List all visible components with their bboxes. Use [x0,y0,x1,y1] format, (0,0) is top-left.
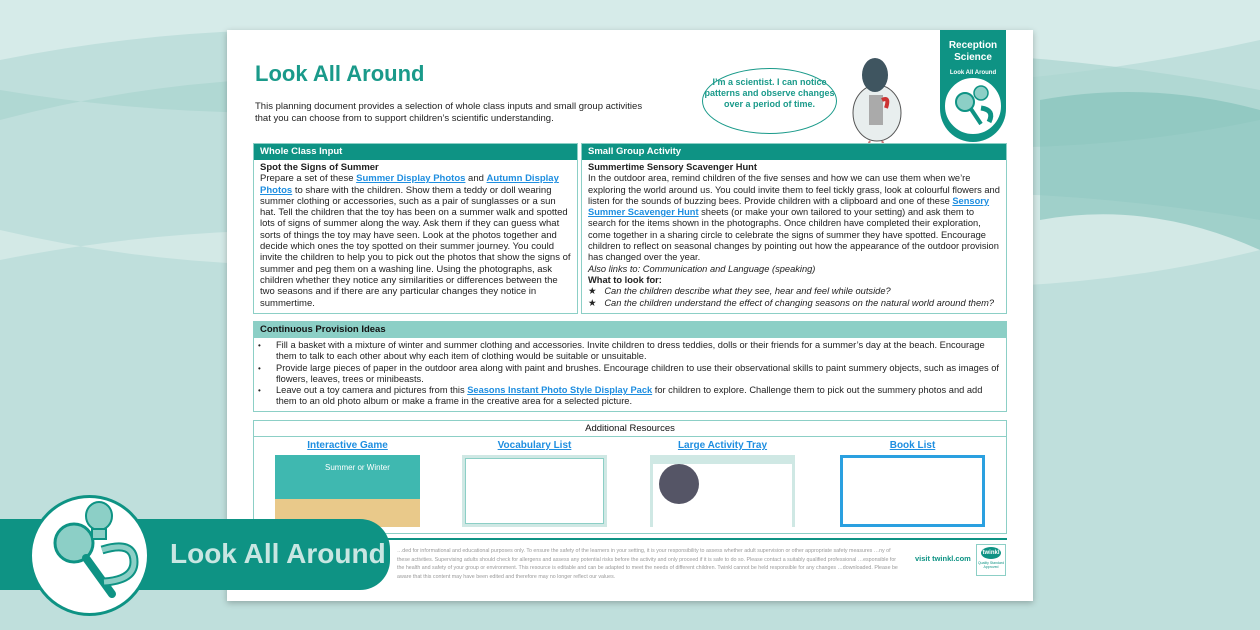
resource-book-list[interactable] [840,440,985,527]
seasons-display-pack-link[interactable]: Seasons Instant Photo Style Display Pack [467,385,653,396]
small-group-activity-section [581,143,1007,314]
reception-science-badge [940,30,1006,142]
what-to-look-for: What to look for: [588,274,662,285]
activity-tray-thumbnail[interactable] [650,455,795,527]
logo-text: twinkl [981,547,1001,559]
book-list-thumbnail[interactable] [840,455,985,527]
game-thumbnail[interactable] [275,455,420,527]
page-title: Look All Around [255,61,425,86]
additional-resources-section [253,420,1007,534]
summer-display-photos-link[interactable]: Summer Display Photos [356,173,466,185]
list-item: • Provide large pieces of paper in the outdoor area along with paint and brushes. Encourage children to use their observational skills to paint summery objects, such as images of flowers, leaves, trees or minibeasts. [254,363,1000,386]
resource-link[interactable]: Large Activity Tray [677,440,768,451]
star-icon: ★ [588,286,597,297]
resource-interactive-game[interactable] [275,440,420,527]
badge-line1: Reception [948,40,998,51]
sensory-scavenger-hunt-link[interactable]: Sensory Summer Scavenger Hunt [588,195,990,218]
body-text: and [465,173,487,185]
planning-document [227,30,1033,601]
visit-twinkl-link[interactable]: visit twinkl.com [915,554,971,563]
twinkl-quality-logo [976,544,1006,576]
autumn-display-photos-link[interactable]: Autumn Display Photos [260,173,559,196]
science-icon [943,76,1003,136]
science-icon [29,495,150,616]
section-heading: Whole Class Input [254,144,577,160]
body-text: sheets (or make your own tailored to your setting) and ask them to search for the items shown in the photographs. Once children have completed their exploration, come together in a sharing circle to celebrate the signs of summer they have spotted. Encourage children to reflect on seasonal changes by pointing out how the appearance of the outdoor provision has changed over the year. [588,207,999,263]
scientist-pigeon-icon [842,55,912,145]
whole-class-input-section [253,143,578,314]
disclaimer: …ded for informational and educational purposes only. To ensure the safety of the learners in your setting, it is your responsibility to assess whether adult supervision or other appropriate safety measures …ny of these activities. Supervising adults should check for allergens and assess any potential risks before the activity and only proceed if it is safe to do so. Please contact a suitably qualified professional …esponsible for the health and safety of your group or environment. This resource is editable and can be adapted to meet the needs of different children. Twinkl cannot be held responsible for any changes …downloaded. Please be aware that this content may have been edited and therefore may no longer reflect our values. [397,548,898,580]
speech-bubble: I’m a scientist. I can notice patterns and observe changes over a period of time. [702,68,837,134]
activity-title: Spot the Signs of Summer [260,162,379,173]
badge-subtitle: Look All Around [949,70,997,76]
section-heading: Additional Resources [254,421,1006,437]
continuous-provision-section [253,321,1007,412]
question: Can the children describe what they see, hear and feel while outside? [604,286,891,297]
body-text: for children to explore. Challenge them to pick out the summery photos and add them to an old photo album or make a frame in the creative area for a selected picture. [276,385,983,407]
body-text: Prepare a set of these [260,173,357,185]
banner-title: Look All Around [170,538,386,569]
badge-line2: Science [954,52,992,63]
resource-activity-tray[interactable] [650,440,795,527]
list-item: • Fill a basket with a mixture of winter and summer clothing and accessories. Invite children to dress teddies, dolls or their friends for a summer’s day at the beach. Encourage them to talk to each other about why each item of clothing would be suitable or unsuitable. [254,340,1000,363]
section-heading: Continuous Provision Ideas [254,322,1006,338]
body-text: In the outdoor area, remind children of the five senses and how we can use them when we’re exploring the world around us. You could invite them to feel tickly grass, look at colourful flowers and listen for the sounds of buzzing bees. Provide children with a clipboard and one of these [588,173,1000,206]
resource-link[interactable]: Interactive Game [307,440,388,451]
resource-link[interactable]: Book List [889,440,936,451]
resource-vocabulary-list[interactable] [462,440,607,527]
also-links: Also links to: Communication and Language (speaking) [588,263,816,274]
body-text: to share with the children. Show them a teddy or doll wearing summer clothing or accessories, such as a pair of sunglasses or a sun hat. Tell the children that the toy has been on a summer walk and spotted lots of signs of summer along the way. Ask them if they can guess what sorts of things the toy may have seen. Look at the photos together and decide which ones the toy spotted on their summer journey. You could invite the children to help you to pick out the photos that show the signs of summer and peg them on a washing line. Using the photographs, ask children whether they notice any similarities or differences between the two seasons and if there are any particular changes they notice in summertime. [260,184,571,309]
star-icon: ★ [588,297,597,308]
list-item [254,385,1000,408]
activity-title: Summertime Sensory Scavenger Hunt [588,162,757,172]
section-heading: Small Group Activity [582,144,1006,160]
resource-link[interactable]: Vocabulary List [497,440,572,451]
intro-text: This planning document provides a selection of whole class inputs and small group activities that you can choose from to support children’s scientific understanding. [255,101,643,124]
logo-sub: Quality Standard Approved [977,561,1005,569]
vocabulary-thumbnail[interactable] [462,455,607,527]
body-text: Leave out a toy camera and pictures from this [276,385,468,396]
question: Can the children understand the effect of changing seasons on the natural world around them? [604,297,995,308]
thumb-title: Summer or Winter [325,463,390,472]
